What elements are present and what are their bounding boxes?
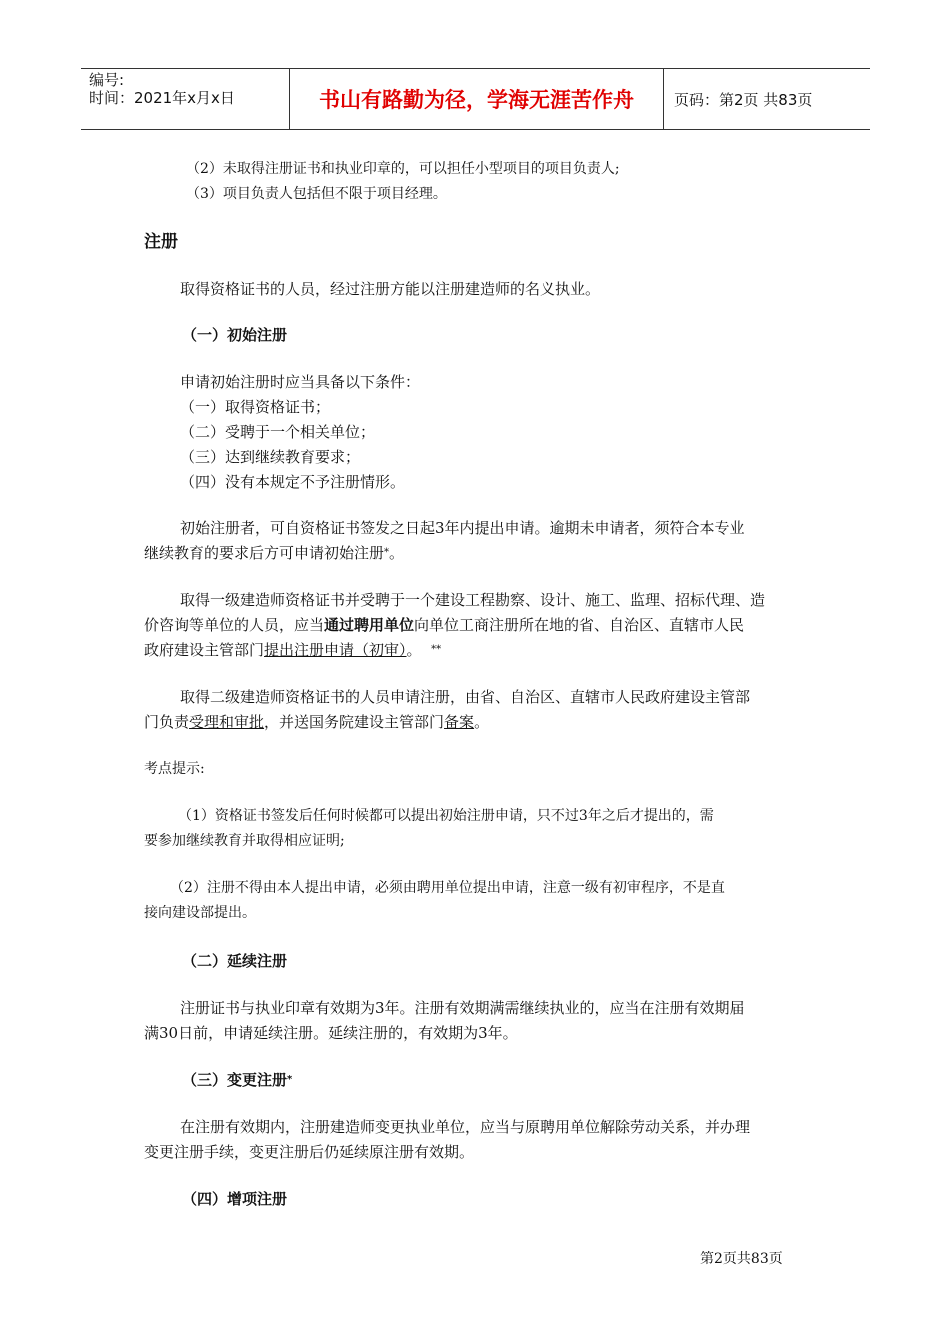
heading-initial-register: （一）初始注册 — [182, 326, 288, 344]
underline-record: 备案 — [444, 713, 475, 731]
emphasis-employer: 通过聘用单位 — [324, 616, 415, 634]
tip-2-line1: （2）注册不得由本人提出申请，必须由聘用单位提出申请，注意一级有初审程序，不是直 — [170, 880, 725, 896]
section-heading-register: 注册 — [144, 232, 178, 252]
initial-para2-line2: 价咨询等单位的人员，应当通过聘用单位向单位工商注册所在地的省、自治区、直辖市人民 — [144, 616, 745, 634]
register-intro: 取得资格证书的人员，经过注册方能以注册建造师的名义执业。 — [180, 280, 601, 298]
initial-para2-line3: 政府建设主管部门提出注册申请（初审）。 ** — [144, 641, 442, 659]
time-label: 时间：2021年x月x日 — [89, 89, 235, 107]
initial-condition-3: （三）达到继续教育要求； — [180, 448, 361, 466]
header-page-label: 页码：第2页 共83页 — [674, 90, 813, 109]
tip-1-line2: 要参加继续教育并取得相应证明; — [144, 833, 345, 849]
serial-label: 编号: — [89, 71, 125, 89]
initial-conditions-title: 申请初始注册时应当具备以下条件： — [180, 373, 421, 391]
heading-addition-register: （四）增项注册 — [182, 1190, 288, 1208]
initial-para1-line2: 继续教育的要求后方可申请初始注册*。 — [144, 544, 405, 562]
initial-condition-2: （二）受聘于一个相关单位； — [180, 423, 376, 441]
renewal-line1: 注册证书与执业印章有效期为3年。注册有效期满需继续执业的，应当在注册有效期届 — [180, 999, 745, 1017]
tip-1-line1: （1）资格证书签发后任何时候都可以提出初始注册申请，只不过3年之后才提出的，需 — [178, 808, 714, 824]
tip-2-line2: 接向建设部提出。 — [144, 905, 256, 921]
initial-condition-4: （四）没有本规定不予注册情形。 — [180, 473, 406, 491]
initial-para2-line1: 取得一级建造师资格证书并受聘于一个建设工程勘察、设计、施工、监理、招标代理、造 — [180, 591, 766, 609]
header-meta — [81, 69, 290, 129]
note-3: （3）项目负责人包括但不限于项目经理。 — [186, 186, 447, 202]
initial-condition-1: （一）取得资格证书； — [180, 398, 331, 416]
page-footer: 第2页共83页 — [700, 1251, 783, 1267]
tips-title: 考点提示: — [144, 761, 205, 777]
initial-para3-line2: 门负责受理和审批，并送国务院建设主管部门备案。 — [144, 713, 490, 731]
change-line2: 变更注册手续，变更注册后仍延续原注册有效期。 — [144, 1143, 475, 1161]
initial-para3-line1: 取得二级建造师资格证书的人员申请注册，由省、自治区、直辖市人民政府建设主管部 — [180, 688, 751, 706]
change-line1: 在注册有效期内，注册建造师变更执业单位，应当与原聘用单位解除劳动关系，并办理 — [180, 1118, 751, 1136]
initial-para1-line1: 初始注册者，可自资格证书签发之日起3年内提出申请。逾期未申请者，须符合本专业 — [180, 519, 745, 537]
header-motto: 书山有路勤为径，学海无涯苦作舟 — [290, 69, 664, 129]
renewal-line2: 满30日前，申请延续注册。延续注册的，有效期为3年。 — [144, 1024, 518, 1042]
underline-apply: 提出注册申请（初审） — [264, 641, 407, 659]
heading-change-register: （三）变更注册* — [182, 1071, 293, 1089]
underline-approve: 受理和审批 — [189, 713, 265, 731]
heading-renewal-register: （二）延续注册 — [182, 952, 288, 970]
note-2: （2）未取得注册证书和执业印章的，可以担任小型项目的项目负责人; — [186, 161, 620, 177]
page-header — [81, 68, 870, 130]
